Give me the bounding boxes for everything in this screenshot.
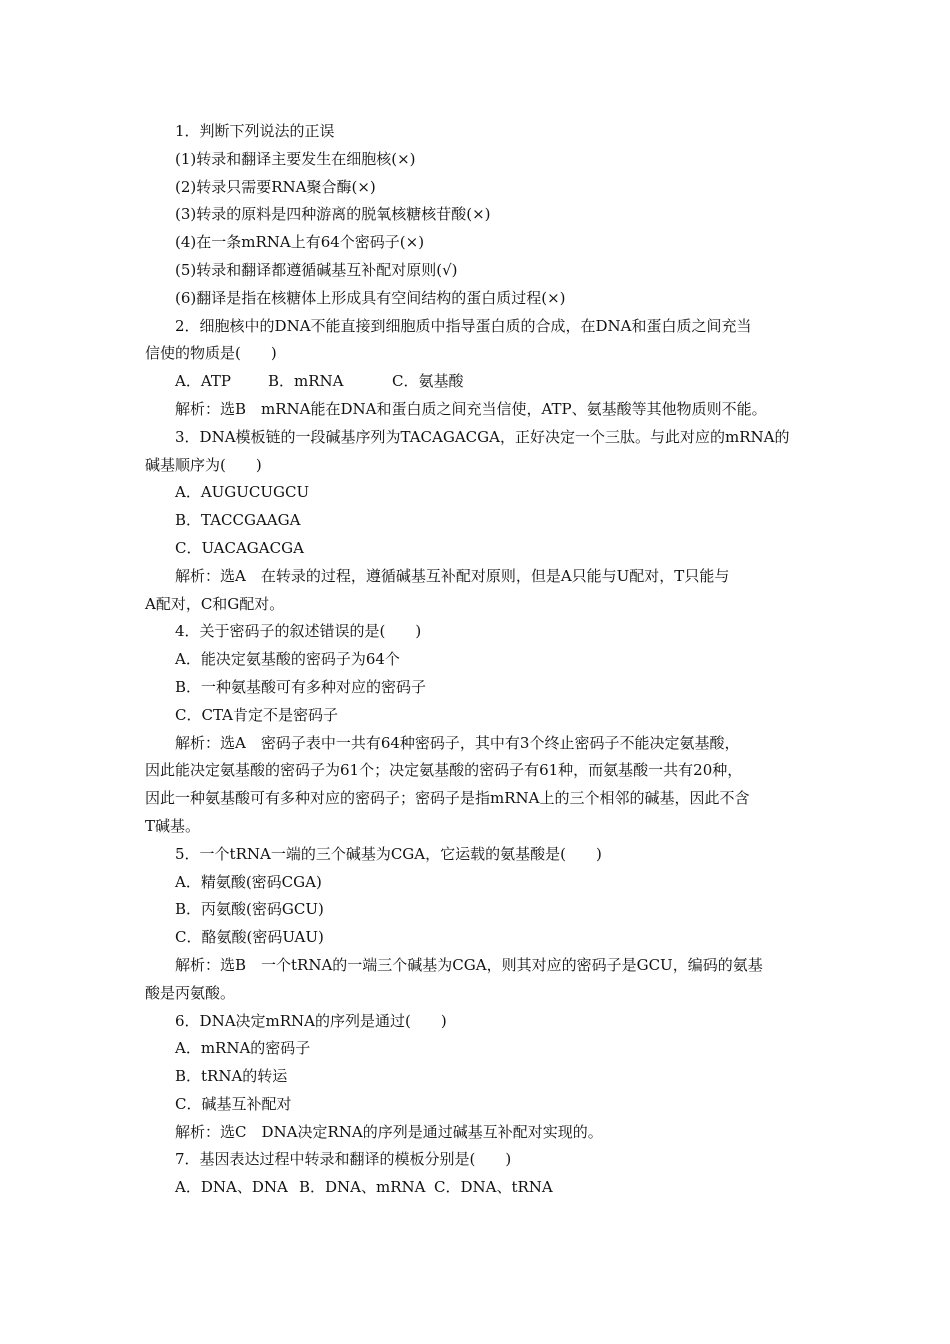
- q7-option-c: C．DNA、tRNA: [434, 1178, 553, 1197]
- q6-option-a: A．mRNA的密码子: [175, 1039, 311, 1058]
- q1-item-2: (2)转录只需要RNA聚合酶(×): [175, 177, 376, 196]
- q4-analysis-line-4: T碱基。: [145, 816, 201, 835]
- q2-option-b: B．mRNA: [268, 372, 344, 391]
- q3-stem-line-1: 3．DNA模板链的一段碱基序列为TACAGACGA，正好决定一个三肽。与此对应的mRNA的: [175, 427, 790, 446]
- q4-analysis-line-1: 解析：选A 密码子表中一共有64种密码子，其中有3个终止密码子不能决定氨基酸，: [175, 733, 740, 752]
- q7-stem: 7．基因表达过程中转录和翻译的模板分别是( ): [175, 1150, 512, 1169]
- q1-item-4: (4)在一条mRNA上有64个密码子(×): [175, 233, 425, 252]
- q6-option-b: B．tRNA的转运: [175, 1067, 288, 1086]
- q5-analysis-line-1: 解析：选B 一个tRNA的一端三个碱基为CGA，则其对应的密码子是GCU，编码的氨基: [175, 955, 763, 974]
- q1-item-6: (6)翻译是指在核糖体上形成具有空间结构的蛋白质过程(×): [175, 288, 566, 307]
- q6-analysis: 解析：选C DNA决定RNA的序列是通过碱基互补配对实现的。: [175, 1122, 603, 1141]
- q5-option-a: A．精氨酸(密码CGA): [175, 872, 322, 891]
- q4-option-b: B．一种氨基酸可有多种对应的密码子: [175, 677, 427, 696]
- q2-options: [145, 368, 810, 396]
- q3-option-a: A．AUGUCUGCU: [175, 483, 310, 502]
- q3-option-c: C．UACAGACGA: [175, 538, 304, 557]
- q3-analysis-line-2: A配对，C和G配对。: [145, 594, 285, 613]
- q1-item-1: (1)转录和翻译主要发生在细胞核(×): [175, 149, 416, 168]
- q4-option-c: C．CTA肯定不是密码子: [175, 705, 338, 724]
- q2-option-a: A．ATP: [175, 372, 231, 391]
- q2-stem-line-2: 信使的物质是( ): [145, 344, 277, 363]
- q4-analysis-line-2: 因此能决定氨基酸的密码子为61个；决定氨基酸的密码子有61种，而氨基酸一共有20种，: [145, 761, 743, 780]
- q4-stem: 4．关于密码子的叙述错误的是( ): [175, 622, 422, 641]
- question-content: [145, 118, 810, 1202]
- q5-option-b: B．丙氨酸(密码GCU): [175, 900, 324, 919]
- q6-option-c: C．碱基互补配对: [175, 1094, 292, 1113]
- q2-analysis: 解析：选B mRNA能在DNA和蛋白质之间充当信使，ATP、氨基酸等其他物质则不能。: [175, 399, 767, 418]
- q4-option-a: A．能决定氨基酸的密码子为64个: [175, 650, 400, 669]
- q6-stem: 6．DNA决定mRNA的序列是通过( ): [175, 1011, 447, 1030]
- q4-analysis-line-3: 因此一种氨基酸可有多种对应的密码子；密码子是指mRNA上的三个相邻的碱基，因此不含: [145, 789, 750, 808]
- q2-stem-line-1: 2．细胞核中的DNA不能直接到细胞质中指导蛋白质的合成，在DNA和蛋白质之间充当: [175, 316, 752, 335]
- q7-options: [145, 1174, 810, 1202]
- q3-option-b: B．TACCGAAGA: [175, 511, 301, 530]
- q1-title: 1．判断下列说法的正误: [175, 122, 335, 140]
- q5-stem: 5．一个tRNA一端的三个碱基为CGA，它运载的氨基酸是( ): [175, 844, 602, 863]
- q3-analysis-line-1: 解析：选A 在转录的过程，遵循碱基互补配对原则，但是A只能与U配对，T只能与: [175, 566, 730, 585]
- q7-option-b: B．DNA、mRNA: [299, 1178, 426, 1197]
- q5-option-c: C．酪氨酸(密码UAU): [175, 928, 324, 947]
- q7-option-a: A．DNA、DNA: [175, 1178, 288, 1197]
- q3-stem-line-2: 碱基顺序为( ): [145, 455, 262, 474]
- q2-option-c: C．氨基酸: [392, 372, 464, 391]
- q1-item-3: (3)转录的原料是四种游离的脱氧核糖核苷酸(×): [175, 205, 491, 224]
- q1-item-5: (5)转录和翻译都遵循碱基互补配对原则(√): [175, 260, 458, 279]
- q5-analysis-line-2: 酸是丙氨酸。: [145, 983, 236, 1002]
